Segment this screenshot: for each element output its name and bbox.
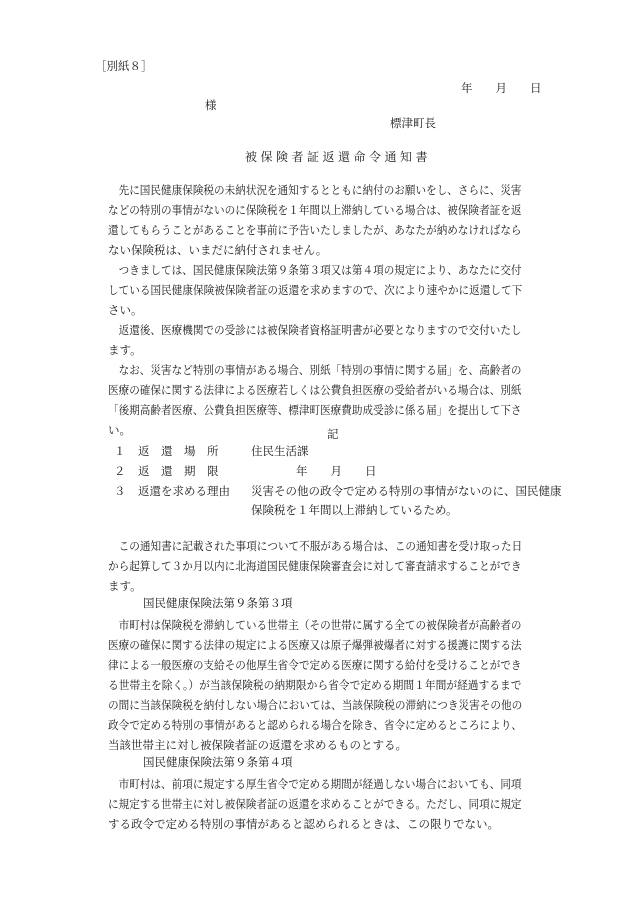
item-value: 災害その他の政令で定める特別の事情がないのに、国民健康 (251, 484, 562, 498)
law-heading: 国民健康保険法第９条第４項 (143, 755, 293, 769)
item-value-continued: 保険税を１年間以上滞納しているため。 (251, 503, 458, 517)
item-label: 返 還 場 所 (138, 444, 219, 458)
addressee-suffix: 様 (205, 98, 217, 112)
date-line: 年 月 日 (461, 81, 542, 95)
issuer: 標津町長 (390, 116, 436, 130)
law-text: 市町村は保険税を滞納している世帯主（その世帯に属する全ての被保険者が高齢者の 医療の確保に関する法律の規定による医療又は原子爆弾被爆者に対する援護に関する法 律による一般医療の支給その他厚生省令で定める医療に関する給付を受けることができ る世帯主を除く。）が当該保険税の納期限から省令で定める期間１年間が経過するまで の間に当該保険税を納付しない場合においては、当該保険税の滞納につき災害その他の 政令で定める特別の事情があると認められる場合を除き、省令に定めるところにより、 当該世帯主に対し被保険者証の返還を求めるものとする。 (108, 618, 523, 752)
body-paragraph-1: 先に国民健康保険税の未納状況を通知するとともに納付のお願いをし、さらに、災害 などの特別の事情がないのに保険税を１年間以上滞納している場合は、被保険者証を返 還してもらうことがあることを事前に予告いたしましたが、あなたが納めなければなら ない保険税は、いまだに納付されません。 (108, 183, 522, 257)
item-number: ３ (114, 484, 126, 498)
item-value: 年 月 日 (296, 464, 377, 478)
item-label: 返 還 期 限 (138, 464, 219, 478)
form-number: ［別紙８］ (95, 59, 153, 73)
law-heading: 国民健康保険法第９条第３項 (143, 596, 293, 610)
law-text: 市町村は、前項に規定する厚生省令で定める期間が経過しない場合においても、同項 に規定する世帯主に対し被保険者証の返還を求めることができる。ただし、同項に規定 する政令で定める特別の事情があると認められるときは、この限りでない。 (108, 777, 522, 831)
body-paragraph-2: つきましては、国民健康保険法第９条第３項又は第４項の規定により、あなたに交付 している国民健康保険被保険者証の返還を求めますので、次により速やかに返還して下 さい。 (108, 263, 523, 317)
document-title: 被保険者証返還命令通知書 (245, 150, 432, 164)
body-paragraph-3: 返還後、医療機関での受診には被保険者資格証明書が必要となりますので交付いたし ます。 (108, 323, 522, 357)
appeal-paragraph: この通知書に記載された事項について不服がある場合は、この通知書を受け取った日 から起算して３か月以内に北海道国民健康保険審査会に対して審査請求することができ ます。 (108, 539, 523, 593)
body-paragraph-4: なお、災害など特別の事情がある場合、別紙「特別の事情に関する届」を、高齢者の 医療の確保に関する法律による医療若しくは公費負担医療の受給者がいる場合は、別紙 「後期高齢者医療、公費負担医療等、標津町医療費助成受診に係る届」を提出して下さ い。 (108, 363, 522, 437)
item-label: 返還を求める理由 (138, 484, 230, 498)
ki-heading: 記 (327, 427, 339, 441)
item-value: 住民生活課 (251, 444, 309, 458)
item-number: １ (114, 444, 126, 458)
item-number: ２ (114, 464, 126, 478)
